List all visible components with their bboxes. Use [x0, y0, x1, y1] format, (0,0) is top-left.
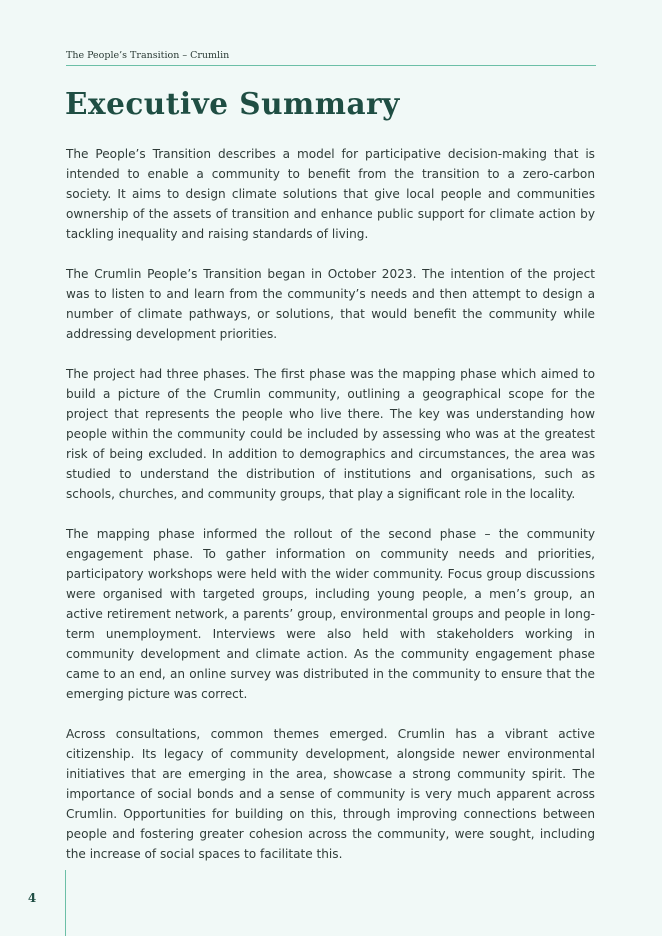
paragraph-common-themes: Across consultations, common themes emerged. Crumlin has a vibrant active citizenship. Its legacy of community development, alongside newer environmental initiatives that are emerging in the area, showcase a strong community spirit. The importance of social bonds and a sense of community is very much apparent across Crumlin. Opportunities for building on this, through improving connections between people and fostering greater cohesion across the community, were sought, including the increase of social spaces to facilitate this. — [66, 727, 595, 861]
paragraph-mapping-phase: The project had three phases. The first phase was the mapping phase which aimed to build a picture of the Crumlin community, outlining a geographical scope for the project that represents the people who live there. The key was understanding how people within the community could be included by assessing who was at the greatest risk of being excluded. In addition to demographics and circumstances, the area was studied to understand the distribution of institutions and organisations, such as schools, churches, and community groups, that play a significant role in the locality. — [66, 367, 595, 501]
paragraph-intro: The People’s Transition describes a model for participative decision-making that is intended to enable a community to benefit from the transition to a zero-carbon society. It aims to design climate solutions that give local people and communities ownership of the assets of transition and enhance public support for climate action by tackling inequality and raising standards of living. — [66, 147, 595, 241]
page-number-rule — [65, 870, 66, 936]
page-title: Executive Summary — [65, 86, 400, 121]
page-number: 4 — [27, 891, 37, 905]
paragraph-engagement-phase: The mapping phase informed the rollout of the second phase – the community engagement phase. To gather information on community needs and priorities, participatory workshops were held with the wider community. Focus group discussions were organised with targeted groups, including young people, a men’s group, an active retirement network, a parents’ group, environmental groups and people in long-term unemployment. Interviews were also held with stakeholders working in community development and climate action. As the community engagement phase came to an end, an online survey was distributed in the community to ensure that the emerging picture was correct. — [66, 527, 595, 701]
paragraph-project-start: The Crumlin People’s Transition began in October 2023. The intention of the project was to listen to and learn from the community’s needs and then attempt to design a number of climate pathways, or solutions, that would benefit the community while addressing development priorities. — [66, 267, 595, 341]
running-header: The People’s Transition – Crumlin — [66, 50, 596, 66]
body-text — [66, 144, 595, 884]
